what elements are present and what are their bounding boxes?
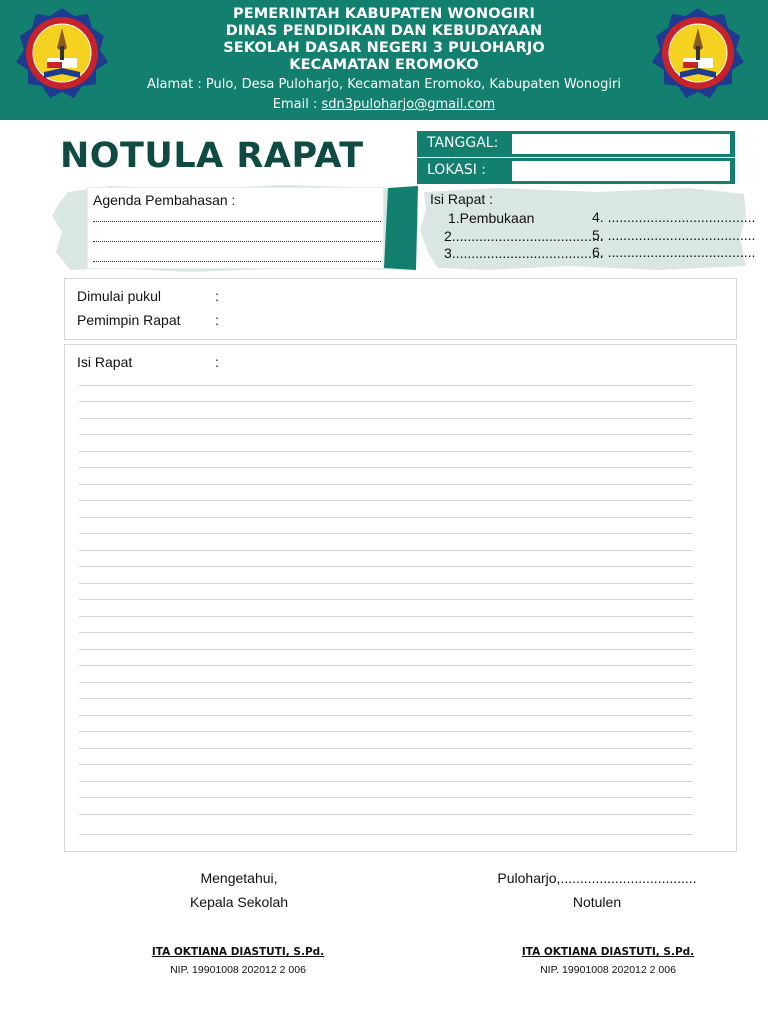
agenda-label: Agenda Pembahasan : <box>93 192 236 208</box>
ruled-line <box>79 599 693 600</box>
email-label: Email : <box>272 97 322 112</box>
isi-item-1: 1.Pembukaan <box>448 210 535 226</box>
right-signatory-name: ITA OKTIANA DIASTUTI, S.Pd. <box>521 946 695 958</box>
header-government: PEMERINTAH KABUPATEN WONOGIRI <box>233 6 535 22</box>
ruled-line <box>79 665 693 666</box>
ruled-line <box>79 467 693 468</box>
ruled-line <box>79 764 693 765</box>
page-title: NOTULA RAPAT <box>60 136 364 176</box>
ruled-line <box>79 434 693 435</box>
agenda-line-2[interactable] <box>93 231 381 242</box>
right-signatory-nip: NIP. 19901008 202012 2 006 <box>540 964 676 976</box>
ruled-line <box>79 616 693 617</box>
left-signatory-nip: NIP. 19901008 202012 2 006 <box>170 964 306 976</box>
location-row <box>417 158 735 184</box>
date-label: TANGGAL: <box>427 135 499 151</box>
header-school: SEKOLAH DASAR NEGERI 3 PULOHARJO <box>223 40 545 56</box>
ruled-line <box>79 834 693 835</box>
location-label: LOKASI : <box>427 162 487 178</box>
ruled-line <box>79 566 693 567</box>
date-row <box>417 131 735 157</box>
isi-list-label: Isi Rapat : <box>430 191 494 207</box>
content-label: Isi Rapat <box>77 354 133 370</box>
leader-colon: : <box>215 312 219 328</box>
meeting-info-box <box>64 278 737 340</box>
agenda-line-3[interactable] <box>93 251 381 262</box>
right-signature-place-date[interactable]: Puloharjo,................................... <box>497 870 697 886</box>
email-link[interactable]: sdn3puloharjo@gmail.com <box>321 97 496 112</box>
left-signature-heading: Mengetahui, <box>200 870 278 886</box>
content-colon: : <box>215 354 219 370</box>
location-field[interactable] <box>512 161 730 181</box>
isi-item-5[interactable]: 5. ...................................... <box>592 227 756 243</box>
date-field[interactable] <box>512 134 730 154</box>
left-signature-role: Kepala Sekolah <box>189 894 289 910</box>
header-address: Alamat : Pulo, Desa Puloharjo, Kecamatan Eromoko, Kabupaten Wonogiri <box>147 77 621 92</box>
isi-item-2[interactable]: 2....................................... <box>444 228 604 244</box>
start-time-label: Dimulai pukul <box>77 288 162 304</box>
leader-label: Pemimpin Rapat <box>77 312 181 328</box>
ruled-line <box>79 682 693 683</box>
ruled-line <box>79 715 693 716</box>
ruled-line <box>79 781 693 782</box>
ruled-line <box>79 649 693 650</box>
ruled-line <box>79 731 693 732</box>
header-department: DINAS PENDIDIKAN DAN KEBUDAYAAN <box>225 23 543 39</box>
isi-item-3[interactable]: 3....................................... <box>444 245 604 261</box>
ruled-line <box>79 418 693 419</box>
ruled-line <box>79 814 693 815</box>
ruled-line <box>79 500 693 501</box>
start-time-colon: : <box>215 288 219 304</box>
ruled-line <box>79 484 693 485</box>
ruled-line <box>79 698 693 699</box>
ruled-line <box>79 533 693 534</box>
isi-item-6[interactable]: 6. ...................................... <box>592 244 756 260</box>
ruled-line <box>79 550 693 551</box>
meeting-content-box[interactable] <box>64 344 737 852</box>
letterhead <box>0 0 768 120</box>
ruled-line <box>79 632 693 633</box>
isi-item-4[interactable]: 4. ...................................... <box>592 209 756 225</box>
ruled-line <box>79 385 693 386</box>
school-logo-right <box>648 6 748 102</box>
ruled-line <box>79 517 693 518</box>
header-district: KECAMATAN EROMOKO <box>289 57 479 73</box>
ruled-line <box>79 401 693 402</box>
left-signatory-name: ITA OKTIANA DIASTUTI, S.Pd. <box>151 946 325 958</box>
header-email <box>100 95 668 115</box>
ruled-line <box>79 583 693 584</box>
school-logo-left <box>12 6 112 102</box>
right-signature-role: Notulen <box>572 894 622 910</box>
agenda-line-1[interactable] <box>93 211 381 222</box>
ruled-line <box>79 797 693 798</box>
ruled-line <box>79 451 693 452</box>
ruled-line <box>79 748 693 749</box>
agenda-card <box>88 188 383 268</box>
